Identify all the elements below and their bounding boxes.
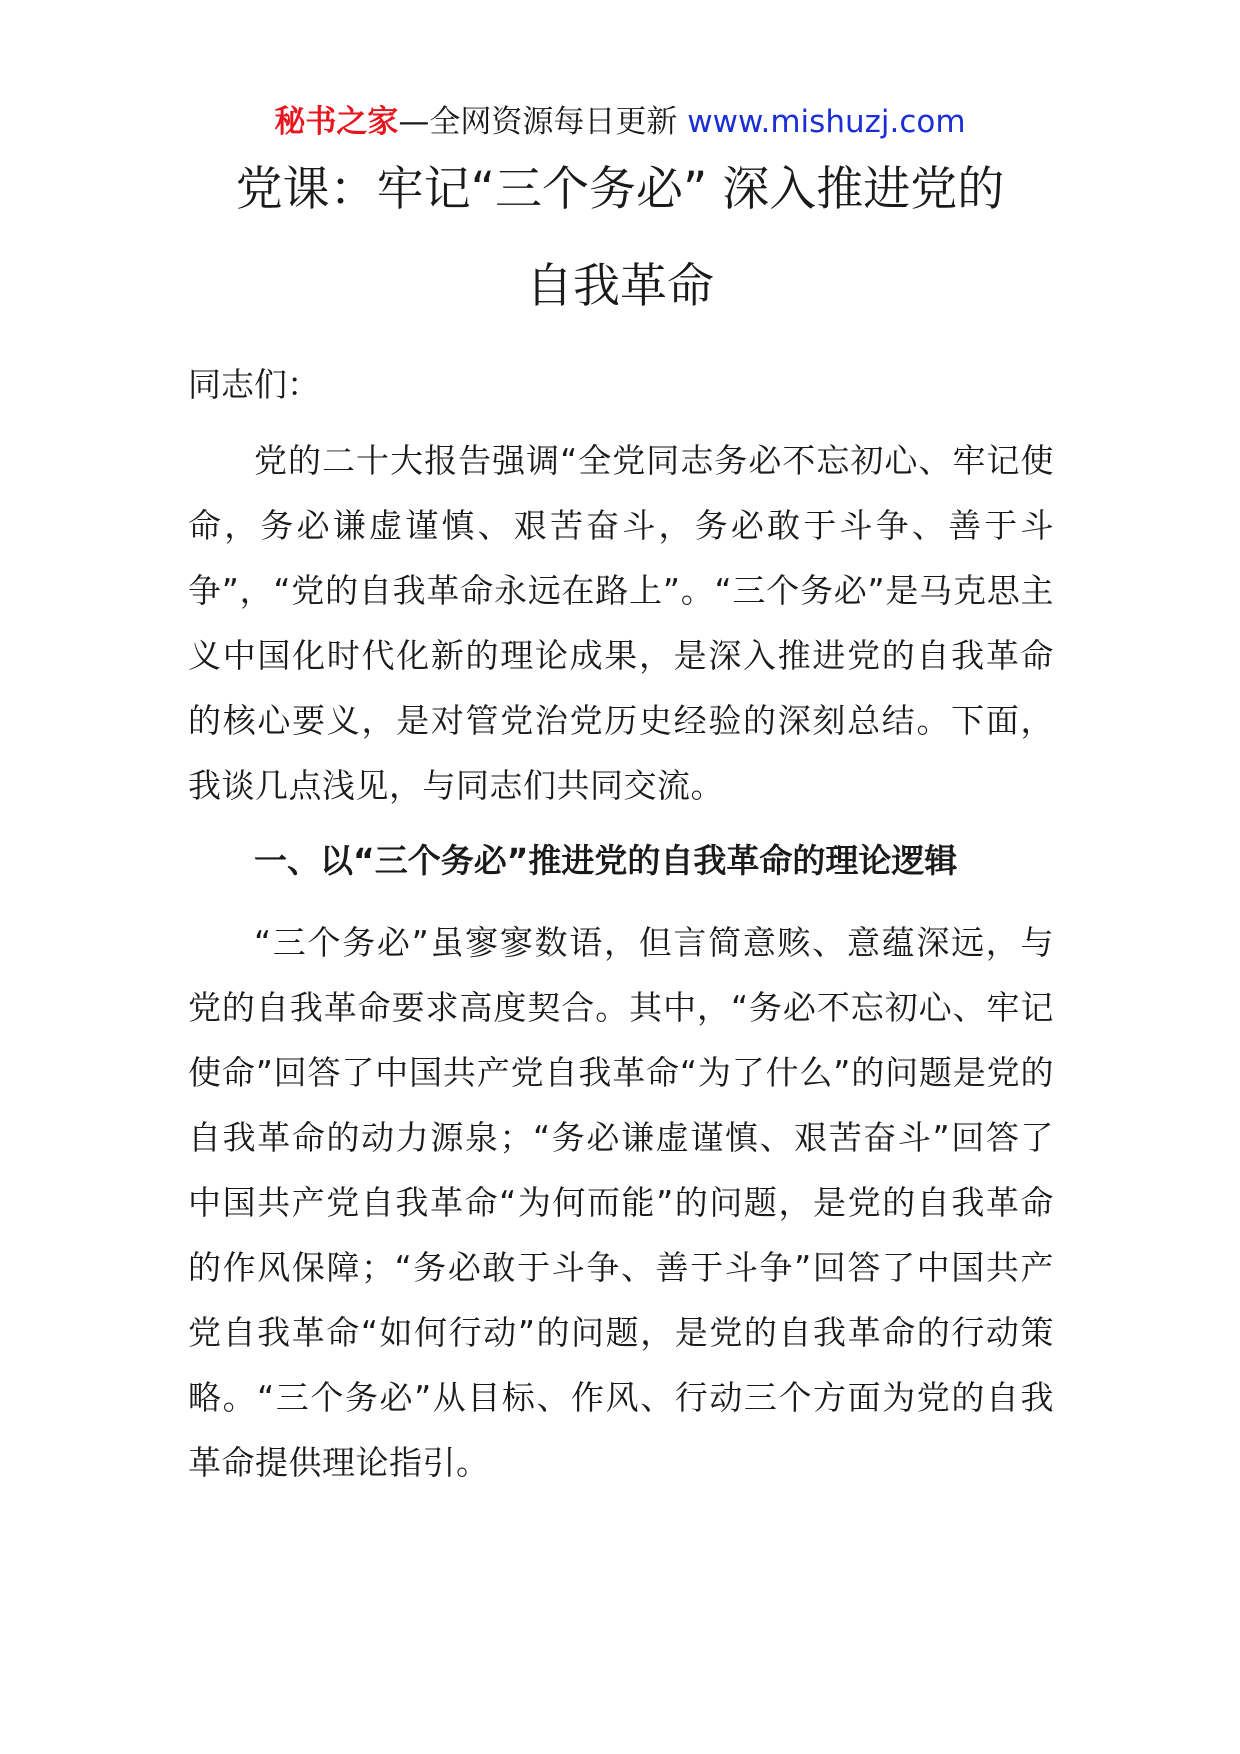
salutation: 同志们： [188,365,320,404]
paragraph-section-1: “三个务必”虽寥寥数语，但言简意赅、意蕴深远，与党的自我革命要求高度契合。其中，“务必不忘初心、牢记使命”回答了中国共产党自我革命“为了什么”的问题是党的自我革命的动力源泉；“务必谦虚谨慎、艰苦奋斗”回答了中国共产党自我革命“为何而能”的问题，是党的自我革命的作风保障；“务必敢于斗争、善于斗争”回答了中国共产党自我革命“如何行动”的问题，是党的自我革命的行动策略。“三个务必”从目标、作风、行动三个方面为党的自我革命提供理论指引。 [188,923,1054,1482]
watermark-banner [0,100,1240,144]
document-title-line-1: 党课：牢记“三个务必” 深入推进党的 [235,162,1005,217]
document-title-line-2: 自我革命 [526,259,714,314]
watermark-url[interactable]: www.mishuzj.com [687,104,966,140]
section-heading-1: 一、以“三个务必”推进党的自我革命的理论逻辑 [254,841,958,880]
watermark-slogan: —全网资源每日更新 [398,104,688,140]
paragraph-intro: 党的二十大报告强调“全党同志务必不忘初心、牢记使命，务必谦虚谨慎、艰苦奋斗，务必敢于斗争、善于斗争”，“党的自我革命永远在路上”。“三个务必”是马克思主义中国化时代化新的理论成果，是深入推进党的自我革命的核心要义，是对管党治党历史经验的深刻总结。下面，我谈几点浅见，与同志们共同交流。 [188,441,1054,805]
watermark-brand: 秘书之家 [274,104,399,140]
